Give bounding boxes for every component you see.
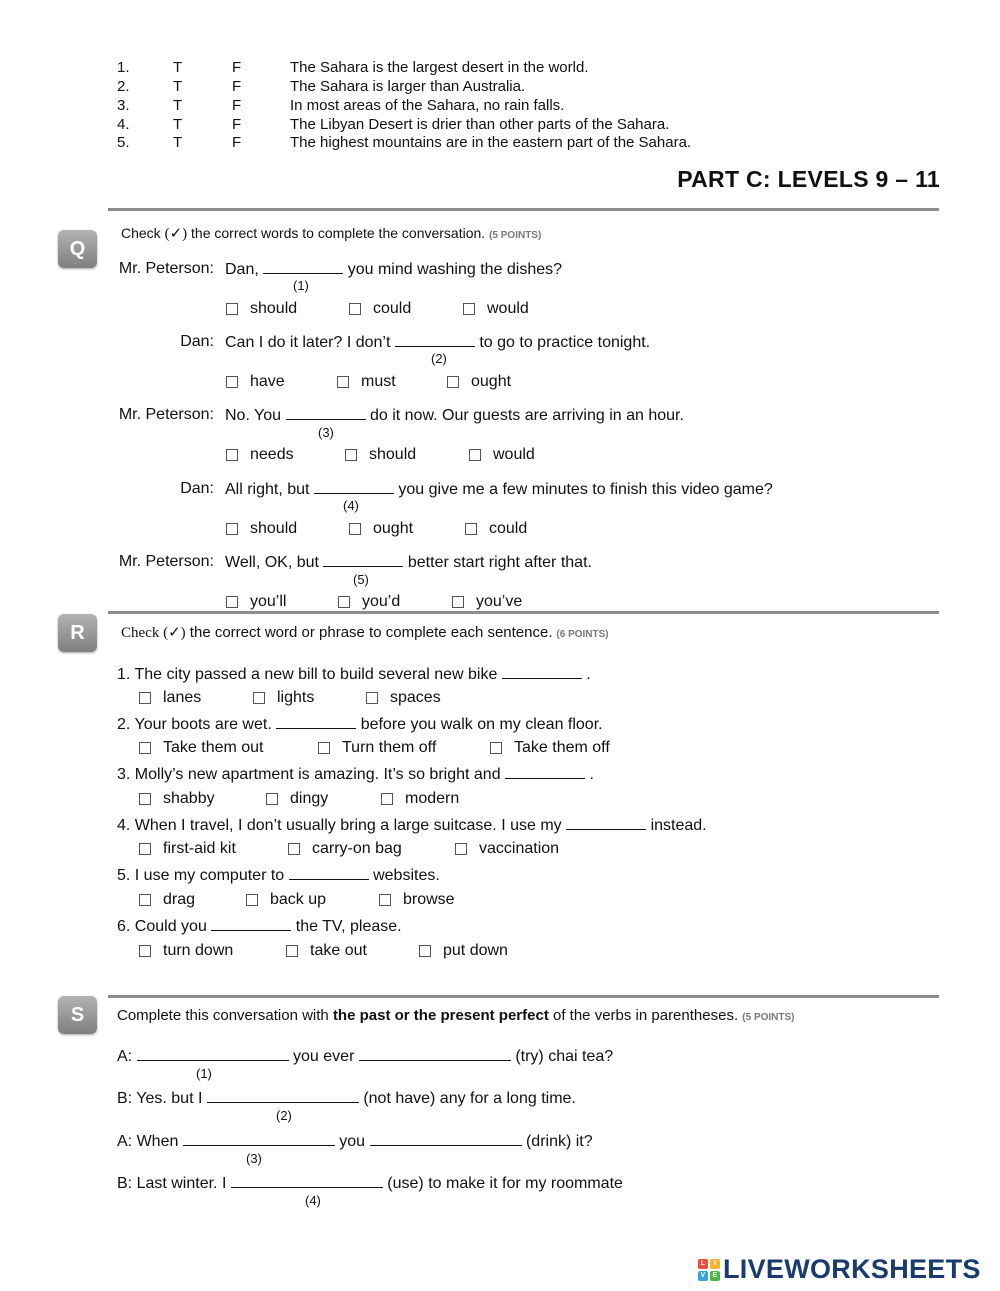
choice-option[interactable] xyxy=(288,840,402,858)
answer-blank xyxy=(286,405,366,420)
checkbox[interactable] xyxy=(452,596,464,608)
option-label: ought xyxy=(471,373,512,390)
option-label: take out xyxy=(310,942,367,959)
blank-number: (3) xyxy=(246,1151,262,1166)
option-label: carry-on bag xyxy=(312,840,402,857)
answer-blank xyxy=(263,259,343,274)
option-label: dingy xyxy=(290,790,329,807)
answer-blank xyxy=(395,332,475,347)
line-text: A: When xyxy=(117,1133,179,1150)
line-text: Can I do it later? I don’t xyxy=(225,334,391,351)
option-label: you’d xyxy=(362,593,401,610)
answer-blank xyxy=(505,764,585,779)
checkbox[interactable] xyxy=(226,449,238,461)
sentence-text: . xyxy=(586,666,591,683)
option-label: put down xyxy=(443,942,508,959)
line-text: B: Last winter. I xyxy=(117,1175,227,1192)
speaker-label: Mr. Peterson: xyxy=(118,260,214,277)
line-text: you ever xyxy=(293,1048,355,1065)
tf-number: 2. xyxy=(117,78,130,95)
line-text: (use) to make it for my roommate xyxy=(387,1175,623,1192)
checkbox[interactable] xyxy=(139,793,151,805)
sentence-text: instead. xyxy=(650,817,707,834)
answer-blank[interactable] xyxy=(359,1046,511,1061)
choice-option[interactable] xyxy=(318,739,436,757)
option-label: vaccination xyxy=(479,840,560,857)
blank-number: (1) xyxy=(293,278,309,293)
choice-option[interactable] xyxy=(469,446,535,464)
checkbox[interactable] xyxy=(349,523,361,535)
checkbox[interactable] xyxy=(139,692,151,704)
choice-option[interactable] xyxy=(366,689,441,707)
line-text: (try) chai tea? xyxy=(515,1048,614,1065)
choice-option[interactable] xyxy=(381,790,459,808)
logo-text: LIVEWORKSHEETS xyxy=(723,1254,981,1284)
option-label: Turn them off xyxy=(342,739,437,756)
divider xyxy=(108,611,939,614)
option-label: first-aid kit xyxy=(163,840,236,857)
option-label: should xyxy=(250,300,298,317)
checkbox[interactable] xyxy=(139,742,151,754)
checkbox[interactable] xyxy=(338,596,350,608)
option-label: have xyxy=(250,373,285,390)
sentence xyxy=(117,916,402,937)
option-label: ought xyxy=(373,520,414,537)
sentence-text: the TV, please. xyxy=(295,918,402,935)
checkbox[interactable] xyxy=(465,523,477,535)
option-label: would xyxy=(487,300,529,317)
option-label: needs xyxy=(250,446,294,463)
choice-option[interactable] xyxy=(139,942,233,960)
line-text: A: xyxy=(117,1048,133,1065)
checkbox[interactable] xyxy=(286,945,298,957)
sentence xyxy=(117,815,707,836)
true-option[interactable]: T xyxy=(173,78,183,95)
blank-number: (4) xyxy=(343,498,359,513)
option-label: lights xyxy=(277,689,315,706)
divider xyxy=(108,995,939,998)
choice-option[interactable] xyxy=(226,300,297,318)
true-option[interactable]: T xyxy=(173,116,183,133)
choice-option[interactable] xyxy=(465,520,527,538)
false-option[interactable]: F xyxy=(232,78,242,95)
false-option[interactable]: F xyxy=(232,134,242,151)
line-text: B: Yes. but I xyxy=(117,1090,203,1107)
checkbox[interactable] xyxy=(419,945,431,957)
choice-option[interactable] xyxy=(349,520,413,538)
answer-blank[interactable] xyxy=(207,1088,359,1103)
tf-statement: The Sahara is larger than Australia. xyxy=(290,78,526,95)
option-label: spaces xyxy=(390,689,441,706)
choice-option[interactable] xyxy=(139,739,264,757)
false-option[interactable]: F xyxy=(232,59,242,76)
choice-option[interactable] xyxy=(463,300,529,318)
line-text: No. You xyxy=(225,407,282,424)
choice-option[interactable] xyxy=(226,593,286,611)
choice-option[interactable] xyxy=(246,891,326,909)
choice-option[interactable] xyxy=(139,840,236,858)
checkbox[interactable] xyxy=(288,843,300,855)
checkbox[interactable] xyxy=(226,523,238,535)
conversation-line xyxy=(117,1088,576,1109)
instruction-emphasis: the past or the present perfect xyxy=(332,1007,549,1024)
instruction-text: of the verbs in parentheses. xyxy=(548,1007,739,1024)
sentence-text: 5. I use my computer to xyxy=(117,867,285,884)
speaker-label: Mr. Peterson: xyxy=(118,553,214,570)
line-text: do it now. Our guests are arriving in an hour. xyxy=(369,407,684,424)
checkbox[interactable] xyxy=(463,303,475,315)
section-s-instructions xyxy=(117,1007,795,1024)
checkbox[interactable] xyxy=(139,843,151,855)
tf-number: 1. xyxy=(117,59,130,76)
choice-option[interactable] xyxy=(139,790,215,808)
dialogue-line xyxy=(225,332,650,353)
true-option[interactable]: T xyxy=(173,59,183,76)
choice-option[interactable] xyxy=(349,300,411,318)
line-text: you give me a few minutes to finish this video game? xyxy=(398,481,773,498)
tf-number: 5. xyxy=(117,134,130,151)
checkbox[interactable] xyxy=(226,596,238,608)
sentence-text: . xyxy=(589,766,594,783)
checkbox[interactable] xyxy=(226,303,238,315)
option-label: you’ve xyxy=(476,593,523,610)
section-q-instructions xyxy=(121,224,541,243)
choice-option[interactable] xyxy=(266,790,328,808)
dialogue-line xyxy=(225,552,592,573)
line-text: Dan, xyxy=(225,261,259,278)
option-label: Take them out xyxy=(163,739,264,756)
dialogue-line xyxy=(225,259,562,280)
false-option[interactable]: F xyxy=(232,97,242,114)
dialogue-line xyxy=(225,479,773,500)
sentence xyxy=(117,714,603,735)
checkbox[interactable] xyxy=(490,742,502,754)
tf-statement: In most areas of the Sahara, no rain falls. xyxy=(290,97,565,114)
sentence-text: 1. The city passed a new bill to build several new bike xyxy=(117,666,498,683)
blank-number: (3) xyxy=(318,425,334,440)
answer-blank[interactable] xyxy=(370,1131,522,1146)
choice-option[interactable] xyxy=(139,689,201,707)
true-option[interactable]: T xyxy=(173,134,183,151)
conversation-line xyxy=(117,1173,623,1194)
points-label: (5 POINTS) xyxy=(742,1012,795,1023)
option-label: Take them off xyxy=(514,739,610,756)
choice-option[interactable] xyxy=(447,373,511,391)
checkbox[interactable] xyxy=(381,793,393,805)
line-text: you mind washing the dishes? xyxy=(347,261,563,278)
answer-blank xyxy=(323,552,403,567)
sentence-text: before you walk on my clean floor. xyxy=(360,716,603,733)
option-label: turn down xyxy=(163,942,234,959)
blank-number: (4) xyxy=(305,1193,321,1208)
checkbox[interactable] xyxy=(366,692,378,704)
choice-option[interactable] xyxy=(379,891,455,909)
option-label: lanes xyxy=(163,689,202,706)
divider xyxy=(108,208,939,211)
checkbox[interactable] xyxy=(447,376,459,388)
line-text: to go to practice tonight. xyxy=(479,334,651,351)
checkbox[interactable] xyxy=(226,376,238,388)
checkbox[interactable] xyxy=(266,793,278,805)
checkbox[interactable] xyxy=(379,894,391,906)
answer-blank xyxy=(211,916,291,931)
option-label: must xyxy=(361,373,396,390)
choice-option[interactable] xyxy=(419,942,508,960)
section-badge-r: R xyxy=(58,614,97,652)
choice-option[interactable] xyxy=(337,373,396,391)
choice-option[interactable] xyxy=(455,840,559,858)
choice-option[interactable] xyxy=(226,520,297,538)
instruction-text: the correct words to complete the conversation. xyxy=(187,225,486,241)
checkbox[interactable] xyxy=(345,449,357,461)
checkbox[interactable] xyxy=(337,376,349,388)
instruction-text: the correct word or phrase to complete each sentence. xyxy=(185,624,553,641)
choice-option[interactable] xyxy=(490,739,610,757)
instruction-text: Check xyxy=(121,225,165,241)
line-text: better start right after that. xyxy=(407,554,592,571)
instruction-text: Check xyxy=(121,625,164,641)
blank-number: (1) xyxy=(196,1066,212,1081)
sentence xyxy=(117,764,594,785)
sentence xyxy=(117,865,440,886)
option-label: shabby xyxy=(163,790,215,807)
option-label: could xyxy=(489,520,528,537)
checkbox[interactable] xyxy=(455,843,467,855)
sentence-text: 6. Could you xyxy=(117,918,207,935)
answer-blank xyxy=(566,815,646,830)
part-title: PART C: LEVELS 9 – 11 xyxy=(677,166,940,192)
points-label: (5 POINTS) xyxy=(489,230,542,241)
points-label: (6 POINTS) xyxy=(556,629,609,640)
section-badge-s: S xyxy=(58,996,97,1034)
conversation-line xyxy=(117,1131,593,1152)
tf-number: 3. xyxy=(117,97,130,114)
choice-option[interactable] xyxy=(253,689,314,707)
checkbox[interactable] xyxy=(318,742,330,754)
section-badge-q: Q xyxy=(58,230,97,268)
speaker-label: Dan: xyxy=(180,333,214,350)
option-label: you’ll xyxy=(250,593,287,610)
blank-number: (2) xyxy=(431,351,447,366)
option-label: modern xyxy=(405,790,460,807)
answer-blank[interactable] xyxy=(183,1131,335,1146)
choice-option[interactable] xyxy=(286,942,367,960)
sentence xyxy=(117,664,591,685)
section-r-instructions xyxy=(121,623,609,642)
checkbox[interactable] xyxy=(139,945,151,957)
option-label: drag xyxy=(163,891,196,908)
checkbox[interactable] xyxy=(246,894,258,906)
option-label: would xyxy=(493,446,535,463)
false-option[interactable]: F xyxy=(232,116,242,133)
checkmark-symbol: (✓) xyxy=(164,226,188,242)
sentence-text: 4. When I travel, I don’t usually bring a large suitcase. I use my xyxy=(117,817,562,834)
tf-statement: The Sahara is the largest desert in the world. xyxy=(290,59,589,76)
conversation-line xyxy=(117,1046,613,1067)
answer-blank xyxy=(276,714,356,729)
speaker-label: Mr. Peterson: xyxy=(118,406,214,423)
blank-number: (2) xyxy=(276,1108,292,1123)
dialogue-line xyxy=(225,405,684,426)
choice-option[interactable] xyxy=(452,593,522,611)
option-label: should xyxy=(250,520,298,537)
choice-option[interactable] xyxy=(139,891,195,909)
answer-blank xyxy=(314,479,394,494)
line-text: All right, but xyxy=(225,481,310,498)
instruction-text: Complete this conversation with xyxy=(117,1007,333,1024)
blank-number: (5) xyxy=(353,572,369,587)
answer-blank xyxy=(289,865,369,880)
option-label: could xyxy=(373,300,412,317)
sentence-text: 2. Your boots are wet. xyxy=(117,716,272,733)
line-text: Well, OK, but xyxy=(225,554,319,571)
choice-option[interactable] xyxy=(345,446,416,464)
checkbox[interactable] xyxy=(469,449,481,461)
line-text: you xyxy=(339,1133,366,1150)
option-label: back up xyxy=(270,891,327,908)
tf-statement: The highest mountains are in the eastern part of the Sahara. xyxy=(290,134,692,151)
option-label: browse xyxy=(403,891,455,908)
true-option[interactable]: T xyxy=(173,97,183,114)
checkbox[interactable] xyxy=(139,894,151,906)
logo-mark-icon: L I V E xyxy=(698,1259,720,1281)
sentence-text: 3. Molly’s new apartment is amazing. It’s so bright and xyxy=(117,766,501,783)
line-text: (not have) any for a long time. xyxy=(363,1090,576,1107)
choice-option[interactable] xyxy=(338,593,400,611)
liveworksheets-logo xyxy=(698,1254,981,1285)
choice-option[interactable] xyxy=(226,373,285,391)
choice-option[interactable] xyxy=(226,446,294,464)
tf-number: 4. xyxy=(117,116,130,133)
option-label: should xyxy=(369,446,417,463)
checkbox[interactable] xyxy=(349,303,361,315)
speaker-label: Dan: xyxy=(180,480,214,497)
sentence-text: websites. xyxy=(373,867,440,884)
line-text: (drink) it? xyxy=(525,1133,593,1150)
checkbox[interactable] xyxy=(253,692,265,704)
answer-blank[interactable] xyxy=(231,1173,383,1188)
checkmark-symbol: (✓) xyxy=(163,625,186,641)
answer-blank xyxy=(502,664,582,679)
tf-statement: The Libyan Desert is drier than other parts of the Sahara. xyxy=(290,116,670,133)
answer-blank[interactable] xyxy=(137,1046,289,1061)
